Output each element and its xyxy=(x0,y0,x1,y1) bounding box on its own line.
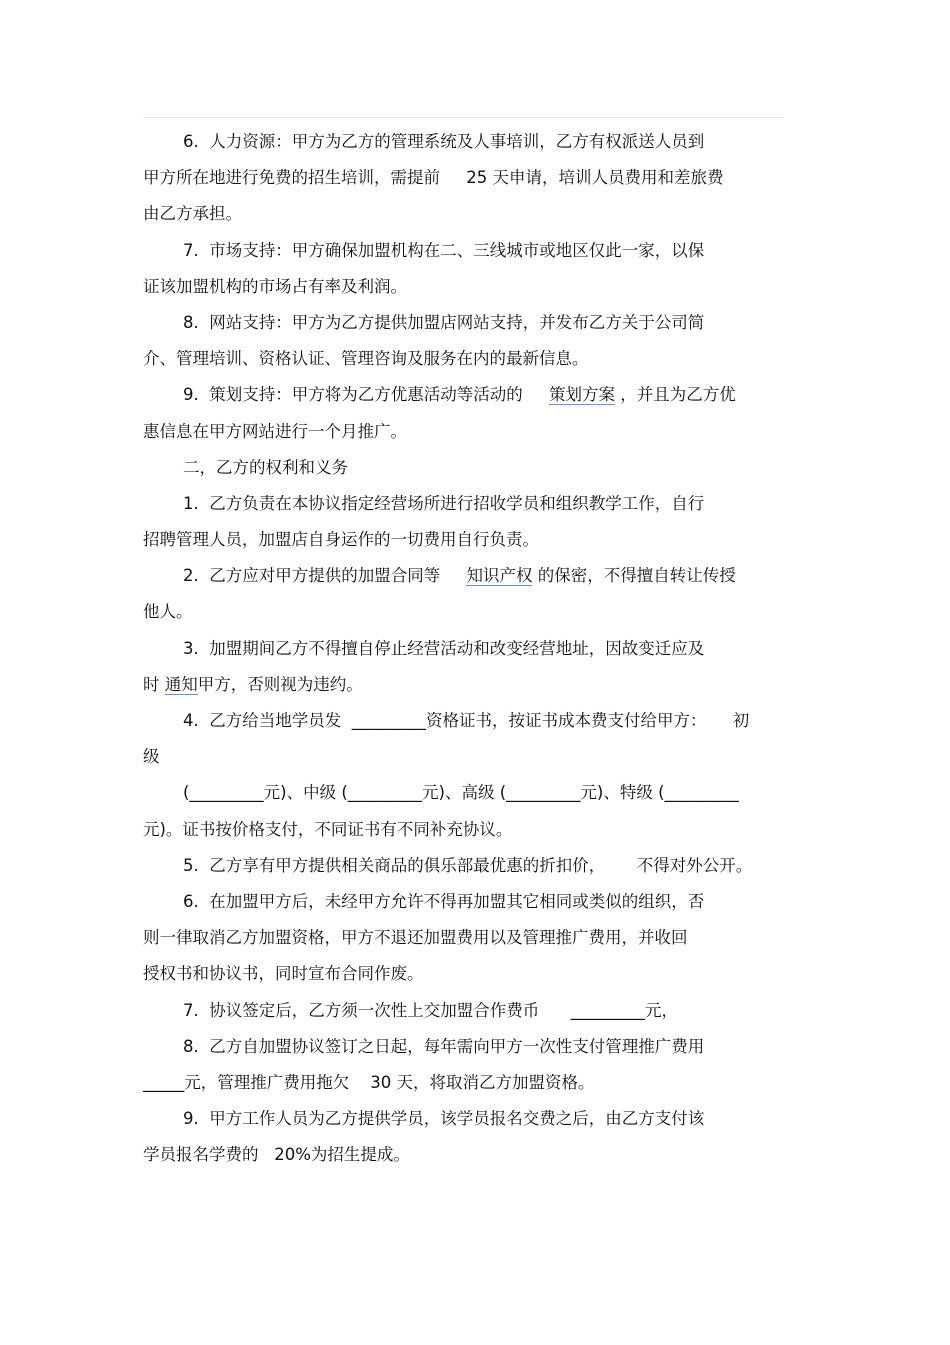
text-line xyxy=(143,594,793,630)
line-text: 6. 在加盟甲方后，未经甲方允许不得再加盟其它相同或类似的组织，否 xyxy=(183,891,705,911)
text-line xyxy=(143,812,793,848)
text-line xyxy=(143,884,793,920)
line-text: 4. 乙方给当地学员发 _________资格证书，按证书成本费支付给甲方： 初 xyxy=(183,711,750,730)
text-line xyxy=(143,1137,793,1173)
line-text-tail: 的保密，不得擅自转让传授 xyxy=(532,566,736,586)
line-text: 7. 协议签定后，乙方须一次性上交加盟合作费币 _________元， xyxy=(183,1000,678,1020)
text-line xyxy=(143,305,793,341)
text-line xyxy=(143,631,793,667)
text-line xyxy=(143,269,793,305)
text-line xyxy=(143,956,793,992)
text-line xyxy=(143,703,793,739)
text-line xyxy=(143,993,793,1029)
text-line xyxy=(143,522,793,558)
text-line xyxy=(143,1029,793,1065)
header-divider xyxy=(143,117,784,118)
text-line xyxy=(143,848,793,884)
text-line xyxy=(143,124,793,160)
line-text: 1. 乙方负责在本协议指定经营场所进行招收学员和组织教学工作，自行 xyxy=(183,493,705,513)
text-line xyxy=(143,196,793,232)
text-line xyxy=(143,1101,793,1137)
line-text: 8. 乙方自加盟协议签订之日起，每年需向甲方一次性支付管理推广费用 xyxy=(183,1036,705,1056)
line-text: 由乙方承担。 xyxy=(143,204,242,224)
line-text: 二，乙方的权利和义务 xyxy=(183,457,348,477)
line-text: 甲方所在地进行免费的招生培训，需提前 25 天申请，培训人员费用和差旅费 xyxy=(143,168,724,188)
text-line xyxy=(143,486,793,522)
line-text-tail: 甲方，否则视为违约。 xyxy=(197,674,363,694)
line-text: 证该加盟机构的市场占有率及利润。 xyxy=(143,276,407,296)
text-line xyxy=(143,414,793,450)
underlined-term[interactable]: 通知 xyxy=(164,674,198,694)
line-text: 时 xyxy=(143,674,165,694)
line-text: 6. 人力资源：甲方为乙方的管理系统及人事培训，乙方有权派送人员到 xyxy=(183,132,705,151)
text-line xyxy=(143,341,793,377)
line-text: 8. 网站支持：甲方为乙方提供加盟店网站支持，并发布乙方关于公司简 xyxy=(183,312,705,332)
document-body xyxy=(143,124,793,1173)
line-text: 授权书和协议书，同时宣布合同作废。 xyxy=(143,964,424,984)
line-text: 招聘管理人员，加盟店自身运作的一切费用自行负责。 xyxy=(143,530,539,550)
line-text: 则一律取消乙方加盟资格，甲方不退还加盟费用以及管理推广费用，并收回 xyxy=(143,928,688,948)
line-text: 9. 甲方工作人员为乙方提供学员，该学员报名交费之后，由乙方支付该 xyxy=(183,1109,705,1129)
text-line xyxy=(143,558,793,594)
text-line xyxy=(143,450,793,486)
line-text: 学员报名学费的 20%为招生提成。 xyxy=(143,1145,410,1165)
line-text: 他人。 xyxy=(143,602,193,622)
line-text: 介、管理培训、资格认证、管理咨询及服务在内的最新信息。 xyxy=(143,349,589,369)
text-line xyxy=(143,739,793,775)
line-text: 5. 乙方享有甲方提供相关商品的俱乐部最优惠的折扣价， 不得对外公开。 xyxy=(183,855,753,875)
text-line xyxy=(143,775,793,811)
line-text: 9. 策划支持：甲方将为乙方优惠活动等活动的 xyxy=(183,385,549,405)
line-text-tail: ，并且为乙方优 xyxy=(614,385,736,405)
text-line xyxy=(143,1065,793,1101)
line-text: 7. 市场支持：甲方确保加盟机构在二、三线城市或地区仅此一家，以保 xyxy=(183,240,705,260)
underlined-term[interactable]: 策划方案 xyxy=(548,385,615,405)
line-text: _____元，管理推广费用拖欠 30 天，将取消乙方加盟资格。 xyxy=(143,1072,595,1092)
line-text: 级 xyxy=(143,747,160,767)
underlined-term[interactable]: 知识产权 xyxy=(466,566,533,586)
text-line xyxy=(143,667,793,703)
text-line xyxy=(143,920,793,956)
line-text: 元)。证书按价格支付，不同证书有不同补充协议。 xyxy=(143,819,513,839)
text-line xyxy=(143,160,793,196)
line-text: 3. 加盟期间乙方不得擅自停止经营活动和改变经营地址，因故变迁应及 xyxy=(183,638,705,658)
line-text: 2. 乙方应对甲方提供的加盟合同等 xyxy=(183,566,467,586)
text-line xyxy=(143,233,793,269)
text-line xyxy=(143,377,793,413)
line-text: (_________元)、中级 (_________元)、高级 (_________元)、特级 (_________ xyxy=(183,783,739,803)
line-text: 惠信息在甲方网站进行一个月推广。 xyxy=(143,421,407,441)
